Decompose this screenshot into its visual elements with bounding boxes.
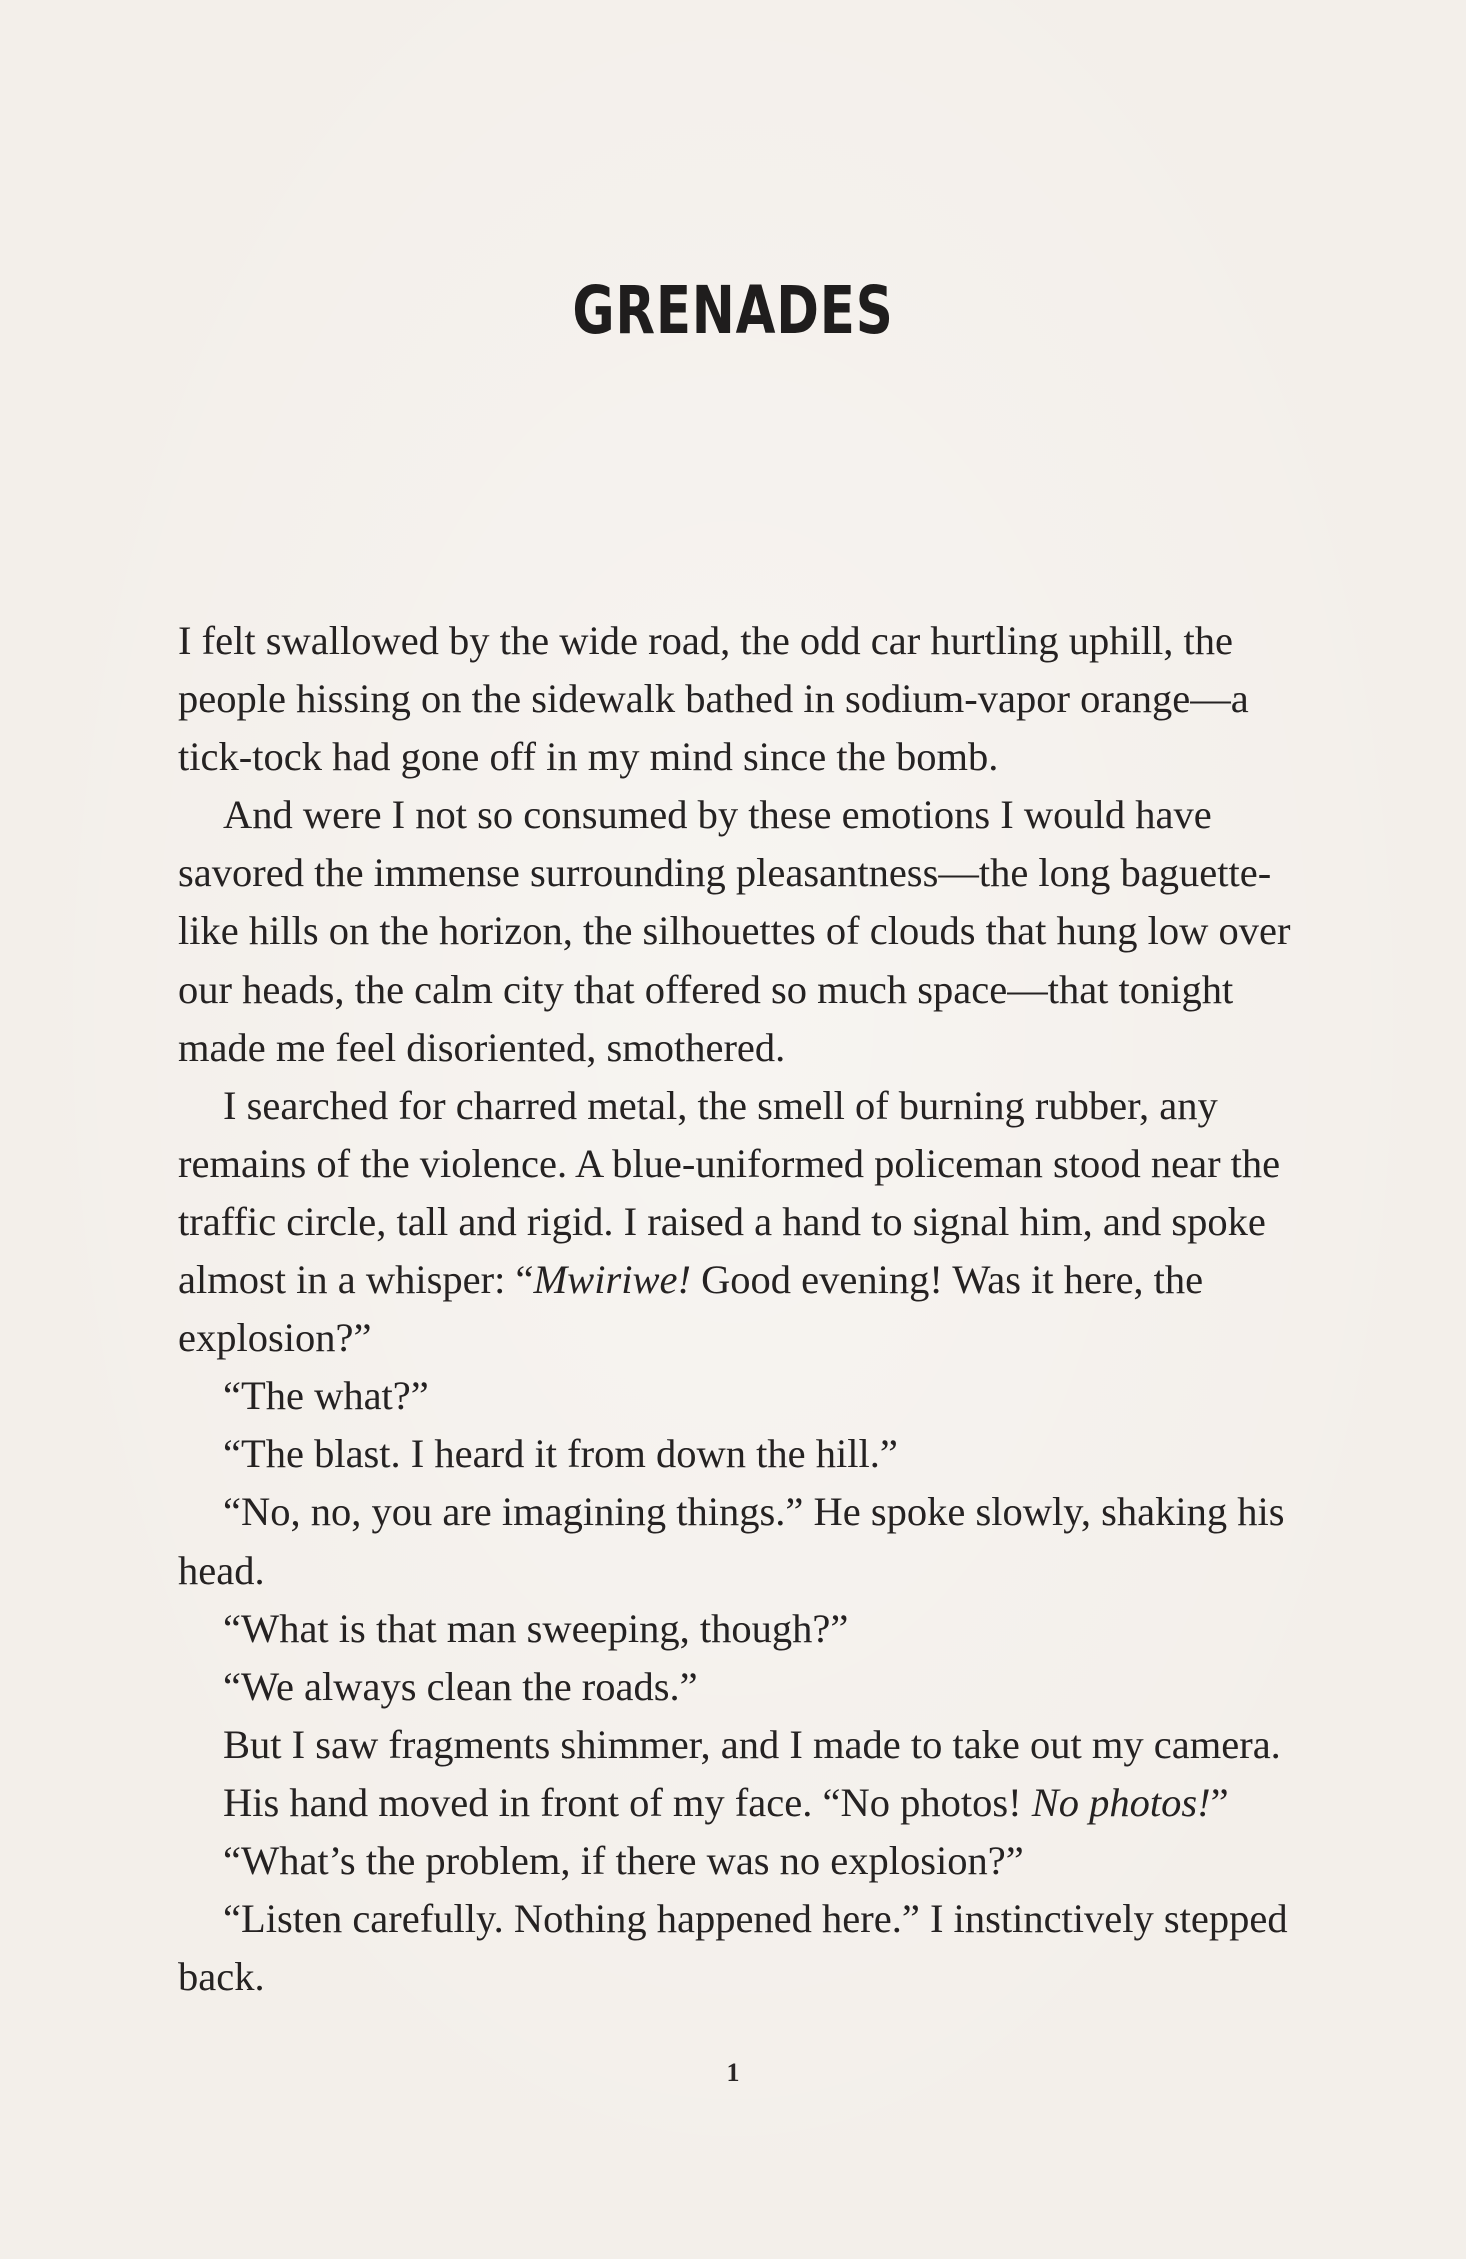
paragraph — [178, 1367, 1298, 1425]
paragraph — [178, 1832, 1298, 1890]
paragraph-text: “Listen carefully. Nothing happened here.” I instinctively stepped back. — [178, 1896, 1288, 2000]
paragraph-text: “No, no, you are imagining things.” He spoke slowly, shaking his head. — [178, 1489, 1285, 1593]
paragraph — [178, 1890, 1298, 2006]
paragraph-text: I felt swallowed by the wide road, the odd car hurtling uphill, the people hissing on the sidewalk bathed in sodium-vapor orange—a tick-tock had gone off in my mind since the bomb. — [178, 618, 1249, 780]
paragraph-text: “The what?” — [223, 1373, 429, 1419]
paragraph-text: His hand moved in front of my face. “No photos! — [223, 1779, 1032, 1825]
paragraph — [178, 612, 1298, 786]
paragraph-text: “The blast. I heard it from down the hill.” — [223, 1431, 898, 1477]
paragraph-text: I searched for charred metal, the smell of burning rubber, any remains of the violence. A blue-uniformed policeman stood near the traffic circle, tall and rigid. I raised a hand to signal him, and spoke almost in a whisper: “ — [178, 1082, 1281, 1303]
italic-word: No photos! — [1031, 1779, 1211, 1825]
chapter-body — [178, 612, 1298, 2006]
paragraph-text: “What’s the problem, if there was no explosion?” — [223, 1837, 1024, 1883]
paragraph-text: “What is that man sweeping, though?” — [223, 1605, 849, 1651]
italic-word: Mwiriwe! — [533, 1257, 691, 1303]
chapter-title: GRENADES — [572, 272, 894, 349]
paragraph-text: And were I not so consumed by these emotions I would have savored the immense surrounding pleasantness—the long baguette-like hills on the horizon, the silhouettes of clouds that hung low over our heads, the calm city that offered so much space—that tonight made me feel disoriented, smothered. — [178, 792, 1291, 1070]
paragraph — [178, 1658, 1298, 1716]
page-number: 1 — [726, 2058, 740, 2087]
paragraph-text: ” — [1210, 1779, 1229, 1825]
paragraph — [178, 786, 1298, 1076]
paragraph — [178, 1425, 1298, 1483]
paragraph — [178, 1600, 1298, 1658]
paragraph — [178, 1483, 1298, 1599]
paragraph-text: “We always clean the roads.” — [223, 1663, 698, 1709]
paragraph — [178, 1716, 1298, 1774]
paragraph — [178, 1774, 1298, 1832]
paragraph-text: But I saw fragments shimmer, and I made to take out my camera. — [223, 1721, 1281, 1767]
paragraph — [178, 1077, 1298, 1367]
paragraph-text: Good evening! Was it here, the explosion?” — [178, 1257, 1204, 1361]
